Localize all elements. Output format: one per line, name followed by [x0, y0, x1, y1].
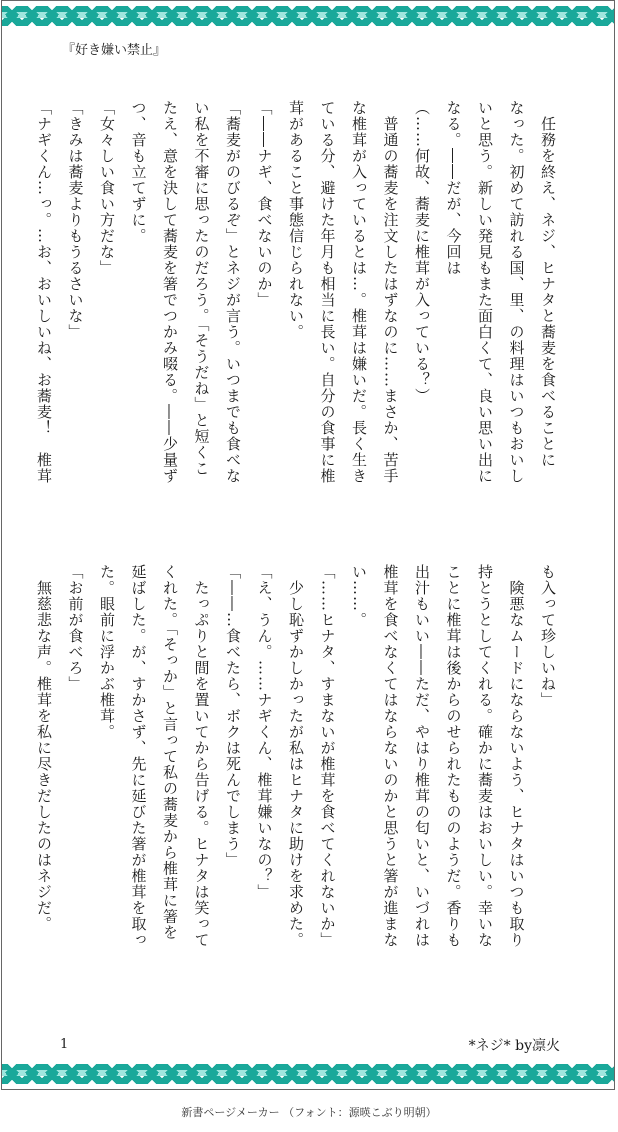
generator-credit: 新書ページメーカー （フォント：源暎こぶり明朝） [181, 1106, 437, 1119]
page-number: 1 [60, 1037, 69, 1052]
novel-page [1, 0, 615, 1090]
author-credit: *ネジ* by凛火 [468, 1038, 560, 1054]
text-block-bottom: も入って珍しいね」 険悪なムードにならないよう、ヒナタはいつも取り 持とうとしてくれる。確かに蕎麦はおいしい。幸いな ことに椎茸は後からのせられたもののようだ。香りも 出汁もいい――ただ、やはり椎茸の匂いと、いづれは 椎茸を食べなくてはならないのかと思うと箸が進まな い……。 「……ヒナタ、すまないが椎茸を食べてくれないか」 少し恥ずかしかったが私はヒナタに助けを求めた。 「え、うん。……ナギくん、椎茸嫌いなの？」 「――…食べたら、ボクは死んでしまう」 たっぷりと間を置いてから告げる。ヒナタは笑って くれた。「そっか」と言って私の蕎麦から椎茸に箸を 延ばした。が、すかさず、先に延びた箸が椎茸を取っ た。眼前に浮かぶ椎茸。 「お前が食べろ」 無慈悲な声。椎茸を私に尽きだしたのはネジだ。 [35, 564, 557, 948]
bottom-decorative-border [2, 1061, 614, 1087]
top-decorative-border [2, 3, 614, 29]
text-block-top: 任務を終え、ネジ、ヒナタと蕎麦を食べることに なった。初めて訪れる国、里、の料理はいつもおいし いと思う。新しい発見もまた面白くて、良い思い出に なる。――だが、今回は （……何故、蕎麦に椎茸が入っている？） 普通の蕎麦を注文したはずなのに……まさか、苦手 な椎茸が入っているとは…。椎茸は嫌いだ。長く生き ている分、避けた年月も相当に長い。自分の食事に椎 茸があること事態信じられない。 「――ナギ、食べないのか」 「蕎麦がのびるぞ」とネジが言う。いつまでも食べな い私を不審に思ったのだろう。「そうだね」と短くこ たえ、意を決して蕎麦を箸でつかみ啜る。――少量ず つ、音も立てずに。 「女々しい食い方だな」 「きみは蕎麦よりもうるさいな」 「ナギくん…っ。…お、おいしいね、お蕎麦！ 椎茸 [35, 100, 557, 484]
story-title: 『好き嫌い禁止』 [62, 43, 167, 58]
